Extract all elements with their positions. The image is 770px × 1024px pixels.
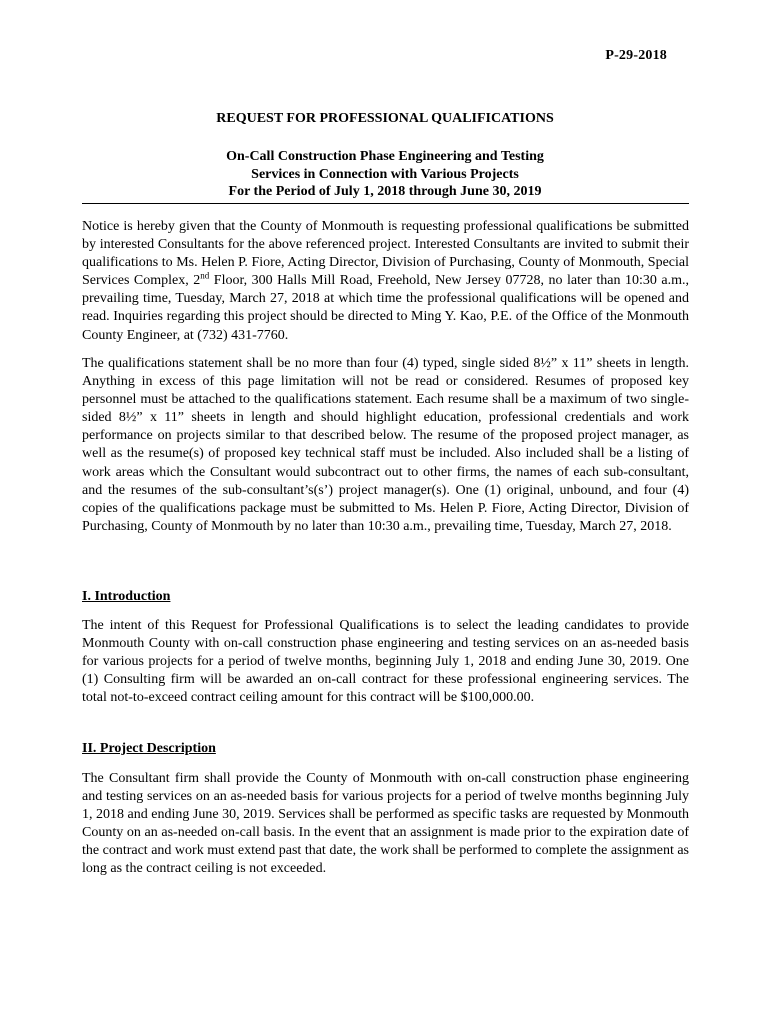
subtitle-line: On-Call Construction Phase Engineering and Testing	[226, 149, 544, 164]
subtitle-line: For the Period of July 1, 2018 through June 30, 2019	[228, 184, 542, 199]
section-heading-project-description: II. Project Description	[82, 741, 216, 756]
introduction-paragraph: The intent of this Request for Professional Qualifications is to select the leading candidates to provide Monmouth County with on-call construction phase engineering and testing services on an as-needed basis for various projects for a period of twelve months, beginning July 1, 2018 and ending June 30, 2019. One (1) Consulting firm will be awarded an on-call contract for these professional engineering services. The total not-to-exceed contract ceiling amount for this contract will be $100,000.00.	[82, 618, 689, 706]
qualifications-paragraph: The qualifications statement shall be no more than four (4) typed, single sided 8½” x 11” sheets in length. Anything in excess of this page limitation will not be read or considered. Resumes of proposed key personnel must be attached to the qualifications statement. Each resume shall be a maximum of two single-sided 8½” x 11” sheets in length and should highlight education, professional credentials and work performance on projects similar to that described below. The resume of the proposed project manager, as well as the resume(s) of proposed key technical staff must be included. Also included shall be a listing of work areas which the Consultant would subcontract out to other firms, the names of each sub-consultant, and the resumes of the sub-consultant’s(s’) project manager(s). One (1) original, unbound, and four (4) copies of the qualifications package must be submitted to Ms. Helen P. Fiore, Acting Director, Division of Purchasing, County of Monmouth by no later than 10:30 a.m., prevailing time, Tuesday, March 27, 2018.	[82, 356, 689, 534]
notice-text-part2: Floor, 300 Halls Mill Road, Freehold, New Jersey 07728, no later than 10:30 a.m., prevailing time, Tuesday, March 27, 2018 at which time the professional qualifications will be opened and read. Inquiries regarding this project should be directed to Ming Y. Kao, P.E. of the Office of the Monmouth County Engineer, at (732) 431-7760.	[82, 273, 689, 343]
subtitle-block	[0, 148, 770, 201]
notice-paragraph	[82, 218, 689, 345]
project-description-paragraph: The Consultant firm shall provide the County of Monmouth with on-call construction phase engineering and testing services on an as-needed basis for various projects for a period of twelve months beginning July 1, 2018 and ending June 30, 2019. Services shall be performed as specific tasks are requested by Monmouth County on an as-needed on-call basis. In the event that an assignment is made prior to the expiration date of the contract and work must extend past that date, the work shall be performed to complete the assignment as long as the contract ceiling is not exceeded.	[82, 771, 689, 877]
subtitle-line: Services in Connection with Various Projects	[251, 166, 519, 182]
notice-text-part1: Notice is hereby given that the County of Monmouth is requesting professional qualifications be submitted by interested Consultants for the above referenced project. Interested Consultants are invited to submit their qualifications to Ms. Helen P. Fiore, Acting Director, Division of Purchasing, County of Monmouth, Special Services Complex, 2	[82, 219, 689, 289]
document-number: P-29-2018	[605, 48, 667, 63]
title-divider	[82, 203, 689, 204]
section-heading-introduction: I. Introduction	[82, 589, 171, 604]
ordinal-superscript: nd	[200, 270, 210, 281]
page-title: REQUEST FOR PROFESSIONAL QUALIFICATIONS	[216, 111, 554, 126]
